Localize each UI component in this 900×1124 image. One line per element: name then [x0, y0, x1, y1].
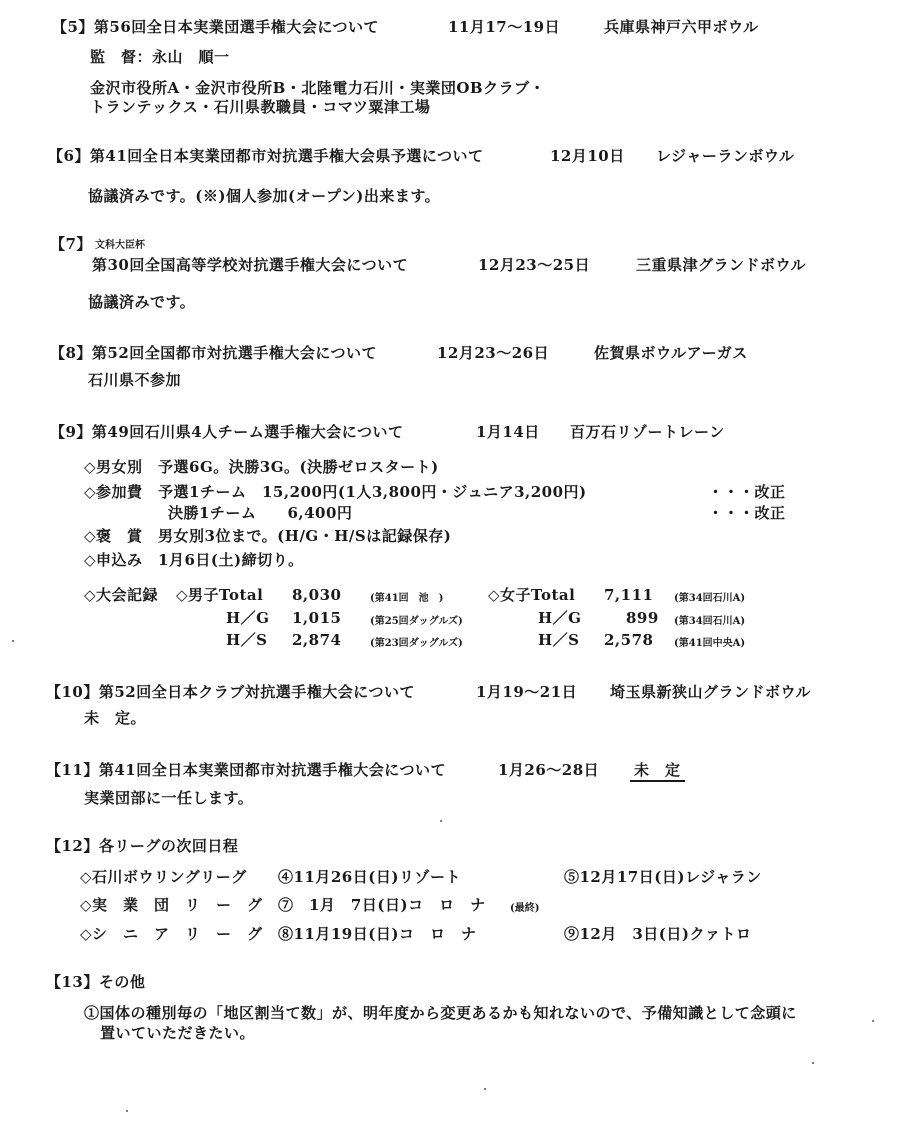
s9-heading: 【9】第49回石川県4人チーム選手権大会について: [50, 423, 404, 441]
s9-deadline: ◇申込み 1月6日(土)締切り。: [84, 551, 304, 569]
women-hg-value: 899: [626, 609, 659, 627]
s6-date: 12月10日: [550, 147, 625, 165]
s11-heading: 【11】第41回全日本実業団都市対抗選手権大会について: [46, 761, 446, 779]
women-total-label: ◇女子Total: [488, 586, 576, 604]
men-hg-label: H／G: [226, 609, 270, 627]
scan-speck: [872, 1020, 874, 1022]
senior-league-following: ⑨12月 3日(日)クァトロ: [564, 925, 752, 943]
women-hg-label: H／G: [538, 609, 582, 627]
women-hs-note: (第41回中央A): [674, 638, 746, 649]
s10-date: 1月19〜21日: [476, 683, 578, 701]
s8-note: 石川県不参加: [88, 371, 182, 389]
s5-teams-line2: トランテックス・石川県教職員・コマツ粟津工場: [90, 98, 431, 116]
s9-fee-final: 決勝1チーム 6,400円: [168, 504, 353, 522]
s9-venue: 百万石リゾートレーン: [570, 423, 725, 441]
s5-venue: 兵庫県神戸六甲ボウル: [604, 18, 759, 36]
s12-heading: 【12】各リーグの次回日程: [46, 837, 239, 855]
s11-note: 実業団部に一任します。: [84, 789, 254, 807]
corporate-league-next: ⑦ 1月 7日(日)コ ロ ナ: [278, 896, 486, 914]
s9-format: ◇男女別 予選6G。決勝3G。(決勝ゼロスタート): [84, 458, 439, 476]
s5-date: 11月17〜19日: [448, 18, 561, 36]
scan-speck: [812, 1062, 814, 1064]
s9-fee-final-revised: ・・・改正: [708, 504, 786, 522]
s10-venue: 埼玉県新狭山グランドボウル: [610, 683, 812, 701]
s9-date: 1月14日: [476, 423, 540, 441]
s7-number: 【7】: [50, 235, 92, 253]
men-hs-note: (第23回ダッグルズ): [370, 638, 463, 649]
men-hg-note: (第25回ダッグルズ): [370, 616, 463, 627]
s8-date: 12月23〜26日: [437, 344, 550, 362]
s7-venue: 三重県津グランドボウル: [636, 256, 807, 274]
men-total-note: (第41回 池 ): [370, 593, 444, 604]
s10-note: 未 定。: [84, 709, 147, 727]
scan-speck: [440, 820, 442, 822]
senior-league-next: ⑧11月19日(日)コ ロ ナ: [278, 925, 477, 943]
s5-heading: 【5】第56回全日本実業団選手権大会について: [52, 18, 380, 36]
men-hs-label: H／S: [226, 631, 268, 649]
s7-heading: 第30回全国高等学校対抗選手権大会について: [92, 256, 409, 274]
s9-awards: ◇褒 賞 男女別3位まで。(H/G・H/Sは記録保存): [84, 527, 452, 545]
ishikawa-league-following: ⑤12月17日(日)レジャラン: [564, 868, 762, 886]
s6-heading: 【6】第41回全日本実業団都市対抗選手権大会県予選について: [48, 147, 484, 165]
s13-heading: 【13】その他: [46, 973, 146, 991]
corporate-league-final: (最終): [510, 903, 540, 914]
men-total-label: ◇男子Total: [176, 586, 264, 604]
s5-teams-line1: 金沢市役所A・金沢市役所B・北陸電力石川・実業団OBクラブ・: [90, 79, 546, 97]
women-hs-label: H／S: [538, 631, 580, 649]
men-hs-value: 2,874: [292, 631, 342, 649]
s9-fee-qualifier: ◇参加費 予選1チーム 15,200円(1人3,800円・ジュニア3,200円): [84, 483, 587, 501]
s10-heading: 【10】第52回全日本クラブ対抗選手権大会について: [46, 683, 415, 701]
s6-venue: レジャーランボウル: [656, 147, 795, 165]
men-total-value: 8,030: [292, 586, 342, 604]
s9-fee-qualifier-revised: ・・・改正: [708, 483, 786, 501]
women-total-value: 7,111: [604, 586, 654, 604]
s8-heading: 【8】第52回全国都市対抗選手権大会について: [50, 344, 378, 362]
s11-undecided: 未 定: [630, 760, 685, 782]
men-hg-value: 1,015: [292, 609, 342, 627]
s8-venue: 佐賀県ボウルアーガス: [594, 344, 748, 362]
women-hg-note: (第34回石川A): [674, 616, 746, 627]
s6-note: 協議済みです。(※)個人参加(オープン)出来ます。: [88, 187, 441, 205]
senior-league-name: ◇シ ニ ア リ ー グ: [80, 925, 263, 943]
s11-date: 1月26〜28日: [498, 761, 600, 779]
ishikawa-league-next: ④11月26日(日)リゾート: [278, 868, 461, 886]
scan-speck: [12, 640, 14, 642]
women-total-note: (第34回石川A): [674, 593, 746, 604]
s5-director: 監 督：永山 順一: [90, 48, 230, 66]
s7-date: 12月23〜25日: [478, 256, 591, 274]
scan-speck: [126, 1110, 128, 1112]
s9-records-label: ◇大会記録: [84, 586, 159, 604]
women-hs-value: 2,578: [604, 631, 654, 649]
ishikawa-league-name: ◇石川ボウリングリーグ: [80, 868, 247, 886]
s13-item1-line1: ①国体の種別毎の「地区割当て数」が、明年度から変更あるかも知れないので、予備知識として念頭に: [84, 1004, 797, 1022]
s7-note: 協議済みです。: [88, 293, 196, 311]
corporate-league-name: ◇実 業 団 リ ー グ: [80, 896, 263, 914]
s13-item1-line2: 置いていただきたい。: [100, 1024, 256, 1042]
s7-tag: 文科大臣杯: [95, 240, 145, 251]
scan-speck: [484, 1088, 486, 1090]
